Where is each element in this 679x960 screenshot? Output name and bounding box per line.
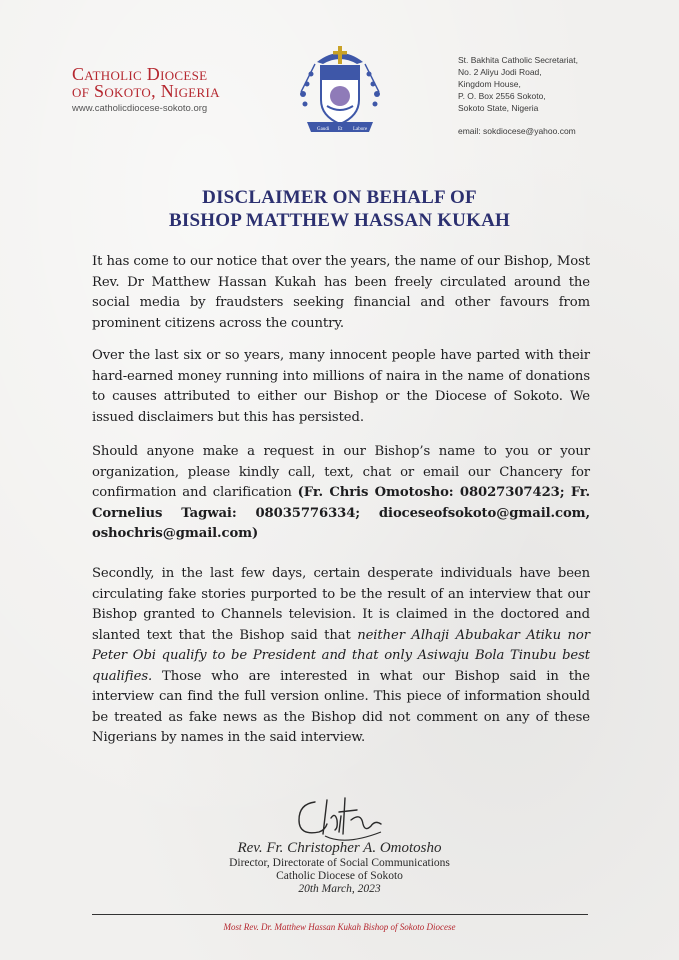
crest-motto-right: Labore [353, 127, 368, 132]
paragraph-4-quoted-claim: neither Alhaji Abubakar Atiku nor Peter Obi qualify to be President and that only Asiwaju Bola Tinubu best qualifies. [92, 627, 590, 684]
address-line: St. Bakhita Catholic Secretariat, [458, 55, 579, 65]
letterhead-email[interactable]: email: sokdiocese@yahoo.com [458, 126, 576, 136]
document-title [0, 186, 679, 232]
paragraph-3-block [92, 442, 590, 545]
title-line1: DISCLAIMER ON BEHALF OF [202, 187, 477, 208]
document-date: 20th March, 2023 [298, 883, 381, 895]
footer-divider [92, 914, 588, 915]
crest-motto-left: Gaudi [317, 127, 330, 132]
org-name-line1: Catholic Diocese [72, 64, 208, 84]
signatory-role: Director, Directorate of Social Communications [229, 857, 450, 869]
address-line: Sokoto State, Nigeria [458, 103, 539, 113]
paragraph-3-text: Should anyone make a request in our Bishop’s name to you or your organization, please kindly call, text, chat or email our Chancery for confirmation and clarification [92, 444, 590, 500]
diocese-crest-logo [297, 40, 383, 136]
paragraph-4-text-end: Those who are interested in what our Bishop said in the interview can find the full version online. This piece of information should be treated as fake news as the Bishop did not comment on any of these Nigerians by names in the said interview. [92, 668, 590, 745]
footer-text: Most Rev. Dr. Matthew Hassan Kukah Bishop of Sokoto Diocese [223, 922, 456, 932]
title-line2: BISHOP MATTHEW HASSAN KUKAH [169, 210, 510, 231]
paragraph-2-block [92, 346, 590, 428]
paragraph-3 [92, 442, 590, 545]
letterhead-address [458, 54, 578, 137]
letterhead-org [72, 66, 220, 114]
org-website[interactable]: www.catholicdiocese-sokoto.org [72, 103, 208, 114]
address-line: P. O. Box 2556 Sokoto, [458, 91, 546, 101]
signatory-org: Catholic Diocese of Sokoto [276, 870, 403, 882]
signatory-name: Rev. Fr. Christopher A. Omotosho [237, 840, 442, 856]
paragraph-4-text-start: Secondly, in the last few days, certain desperate individuals have been circulating fake stories purported to be the result of an interview that our Bishop granted to Channels television. It is claimed in the doctored and slanted text that the Bishop said that [92, 566, 590, 643]
chancery-contacts: (Fr. Chris Omotosho: 08027307423; Fr. Cornelius Tagwai: 08035776334; dioceseofsokoto@gmail.com, oshochris@gmail.com) [92, 485, 590, 541]
signature-block [0, 790, 679, 896]
paragraph-4 [92, 564, 590, 749]
paragraph-2: Over the last six or so years, many innocent people have parted with their hard-earned money running into millions of naira in the name of donations to causes attributed to either our Bishop or the Diocese of Sokoto. We issued disclaimers but this has persisted. [92, 348, 590, 425]
paragraph-4-block [92, 564, 590, 749]
address-line: Kingdom House, [458, 79, 521, 89]
address-line: No. 2 Aliyu Jodi Road, [458, 67, 542, 77]
crest-motto-mid: Et [338, 127, 343, 132]
org-name-line2: of Sokoto, Nigeria [72, 81, 220, 101]
paragraph-1-block [92, 252, 590, 334]
paragraph-1: It has come to our notice that over the years, the name of our Bishop, Most Rev. Dr Matthew Hassan Kukah has been freely circulated around the social media by fraudsters seeking financial and other favours from prominent citizens across the country. [92, 254, 590, 331]
